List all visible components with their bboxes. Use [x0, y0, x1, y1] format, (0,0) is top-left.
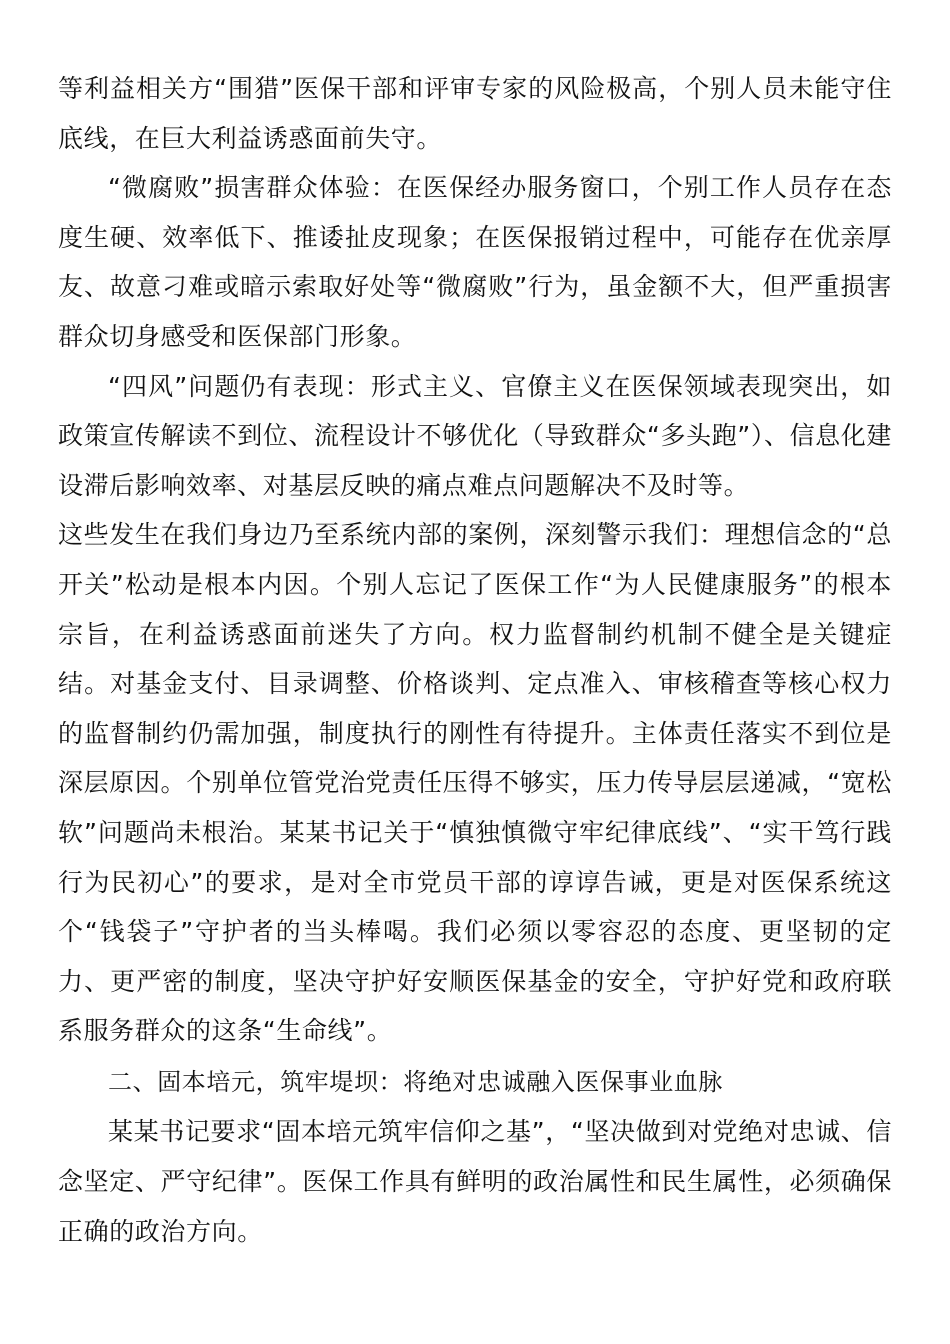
paragraph-continuation: 等利益相关方“围猎”医保干部和评审专家的风险极高，个别人员未能守住底线，在巨大利益诱惑面前失守。 — [58, 74, 892, 153]
section-heading: 二、固本培元，筑牢堤坝：将绝对忠诚融入医保事业血脉 — [108, 1067, 723, 1096]
document-body — [58, 64, 892, 1256]
paragraph-loyalty: 某某书记要求“固本培元筑牢信仰之基”，“坚决做到对党绝对忠诚、信念坚定、严守纪律”。医保工作具有鲜明的政治属性和民生属性，必须确保正确的政治方向。 — [58, 1117, 892, 1246]
paragraph-micro-corruption: “微腐败”损害群众体验：在医保经办服务窗口，个别工作人员存在态度生硬、效率低下、推诿扯皮现象；在医保报销过程中，可能存在优亲厚友、故意刁难或暗示索取好处等“微腐败”行为，虽金额不大，但严重损害群众切身感受和医保部门形象。 — [58, 173, 892, 351]
paragraph-four-styles: “四风”问题仍有表现：形式主义、官僚主义在医保领域表现突出，如政策宣传解读不到位、流程设计不够优化（导致群众“多头跑”）、信息化建设滞后影响效率、对基层反映的痛点难点问题解决不及时等。 — [58, 371, 892, 500]
paragraph-warning-cases: 这些发生在我们身边乃至系统内部的案例，深刻警示我们：理想信念的“总开关”松动是根本内因。个别人忘记了医保工作“为人民健康服务”的根本宗旨，在利益诱惑面前迷失了方向。权力监督制约机制不健全是关键症结。对基金支付、目录调整、价格谈判、定点准入、审核稽查等核心权力的监督制约仍需加强，制度执行的刚性有待提升。主体责任落实不到位是深层原因。个别单位管党治党责任压得不够实，压力传导层层递减，“宽松软”问题尚未根治。某某书记关于“慎独慎微守牢纪律底线”、“实干笃行践行为民初心”的要求，是对全市党员干部的谆谆告诫，更是对医保系统这个“钱袋子”守护者的当头棒喝。我们必须以零容忍的态度、更坚韧的定力、更严密的制度，坚决守护好安顺医保基金的安全，守护好党和政府联系服务群众的这条“生命线”。 — [58, 520, 892, 1046]
